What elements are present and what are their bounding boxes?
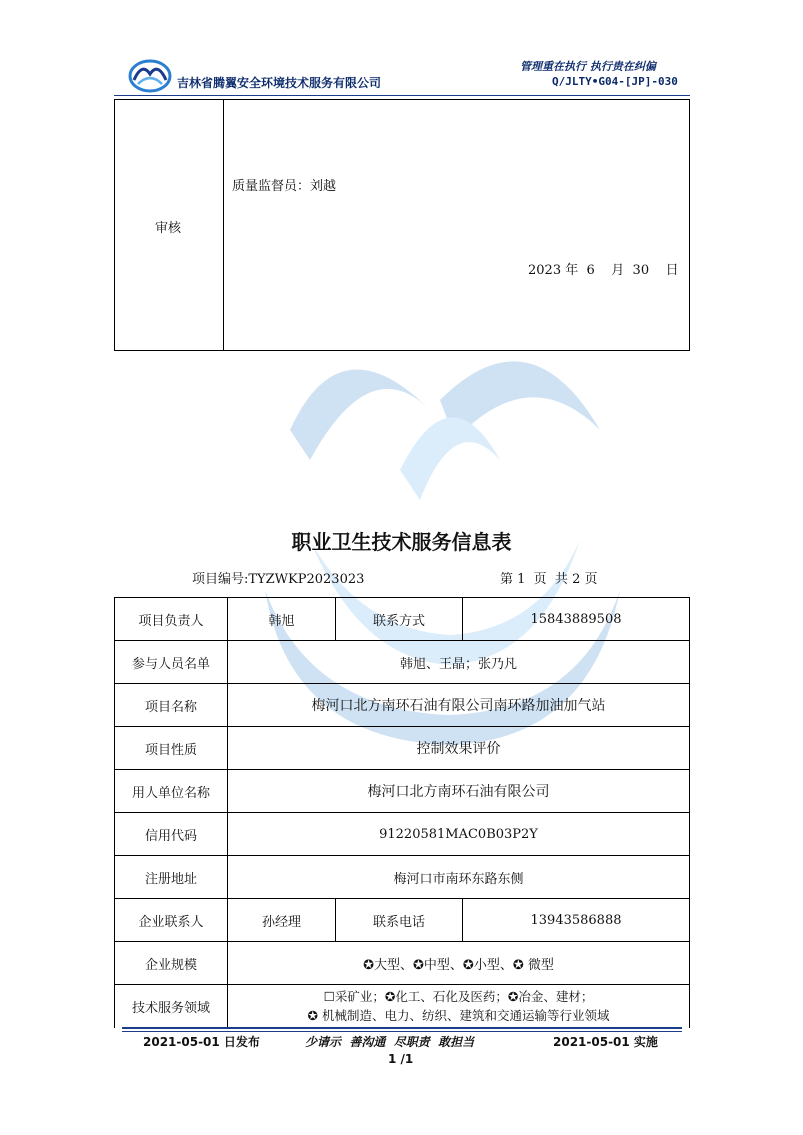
scale-label: 企业规模 (115, 942, 228, 985)
leader-value: 韩旭 (228, 598, 336, 641)
service-field-value (228, 985, 690, 1028)
credit-code-label: 信用代码 (115, 813, 228, 856)
header-rule (114, 95, 690, 96)
contact-label: 联系方式 (336, 598, 463, 641)
table-row (115, 899, 690, 942)
table-row (115, 813, 690, 856)
company-contact-value: 孙经理 (228, 899, 336, 942)
footer-motto: 少请示 善沟通 尽职责 敢担当 (305, 1035, 475, 1049)
members-label: 参与人员名单 (115, 641, 228, 684)
implement-date: 2021-05-01 实施 (553, 1035, 658, 1049)
table-row (115, 727, 690, 770)
document-number: Q/JLTY•G04-[JP]-030 (552, 75, 678, 88)
table-row (115, 684, 690, 727)
info-table (114, 597, 690, 1028)
service-field-label: 技术服务领域 (115, 985, 228, 1028)
address-label: 注册地址 (115, 856, 228, 899)
service-field-line-1: ☐采矿业；✪化工、石化及医药；✪冶金、建材； (323, 989, 594, 1005)
company-contact-label: 企业联系人 (115, 899, 228, 942)
review-date: 2023 年 6 月 30 日 (528, 263, 679, 278)
scale-value: ✪大型、✪中型、✪小型、✪ 微型 (228, 942, 690, 985)
form-title: 职业卫生技术服务信息表 (291, 530, 512, 554)
review-label: 审核 (155, 221, 182, 236)
leader-label: 项目负责人 (115, 598, 228, 641)
employer-value: 梅河口北方南环石油有限公司 (228, 770, 690, 813)
contact-value: 15843889508 (463, 598, 690, 641)
header-slogan: 管理重在执行 执行贵在纠偏 (520, 60, 656, 73)
service-field-line-2: ✪ 机械制造、电力、纺织、建筑和交通运输等行业领域 (307, 1008, 610, 1024)
footer-rule-thin (122, 1031, 682, 1032)
employer-label: 用人单位名称 (115, 770, 228, 813)
table-row (115, 985, 690, 1028)
table-row (115, 770, 690, 813)
members-value: 韩旭、王晶；张乃凡 (228, 641, 690, 684)
project-nature-value: 控制效果评价 (228, 727, 690, 770)
project-number: 项目编号:TYZWKP2023023 (192, 572, 365, 587)
publish-date: 2021-05-01 日发布 (143, 1035, 260, 1049)
company-name: 吉林省腾翼安全环境技术服务有限公司 (177, 76, 382, 90)
table-row (115, 598, 690, 641)
table-row (115, 641, 690, 684)
quality-supervisor: 质量监督员：刘越 (232, 179, 337, 194)
project-nature-label: 项目性质 (115, 727, 228, 770)
company-logo (128, 58, 172, 94)
table-row (115, 942, 690, 985)
project-name-label: 项目名称 (115, 684, 228, 727)
project-name-value: 梅河口北方南环石油有限公司南环路加油加气站 (228, 684, 690, 727)
table-row (115, 856, 690, 899)
review-divider (223, 99, 224, 350)
address-value: 梅河口市南环东路东侧 (228, 856, 690, 899)
page-info: 第 1 页 共 2 页 (500, 572, 598, 587)
review-box (114, 99, 690, 351)
page-number: 1 /1 (388, 1052, 414, 1066)
footer-rule (122, 1027, 682, 1029)
credit-code-value: 91220581MAC0B03P2Y (228, 813, 690, 856)
phone-value: 13943586888 (463, 899, 690, 942)
phone-label: 联系电话 (336, 899, 463, 942)
